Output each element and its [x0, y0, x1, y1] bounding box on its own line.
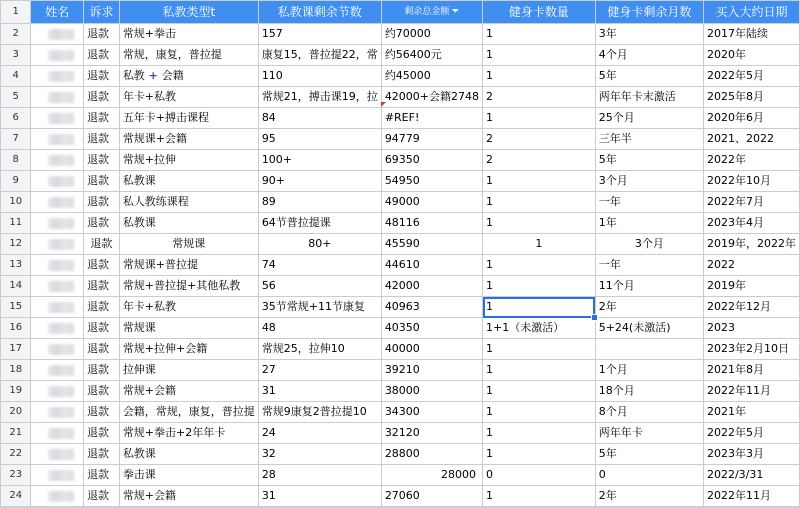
row-number[interactable]: 20 — [1, 402, 31, 423]
amount-cell[interactable]: 94779 — [381, 129, 482, 150]
cards-cell[interactable]: 1 — [483, 444, 596, 465]
request-cell[interactable]: 退款 — [83, 465, 119, 486]
row-number[interactable]: 5 — [1, 87, 31, 108]
name-cell[interactable] — [31, 402, 84, 423]
redacted-name — [48, 155, 74, 166]
table-row — [1, 423, 800, 444]
name-cell[interactable] — [31, 297, 84, 318]
cards-cell[interactable]: 1 — [483, 381, 596, 402]
redacted-name — [48, 323, 74, 334]
request-cell[interactable]: 退款 — [83, 486, 119, 507]
type-cell[interactable]: 常规课+普拉提 — [119, 255, 258, 276]
date-cell[interactable]: 2022年 — [703, 150, 799, 171]
name-cell[interactable] — [31, 213, 84, 234]
type-cell[interactable]: 常规+会籍 — [119, 381, 258, 402]
type-cell[interactable]: 拳击课 — [119, 465, 258, 486]
redacted-name — [48, 50, 74, 61]
redacted-name — [48, 407, 74, 418]
months-cell[interactable]: 4个月 — [595, 45, 703, 66]
date-cell[interactable]: 2023年4月 — [703, 213, 799, 234]
name-cell[interactable] — [31, 276, 84, 297]
redacted-name — [48, 29, 74, 40]
date-cell[interactable]: 2019年，2022年 — [703, 234, 799, 255]
filter-icon[interactable]: ⏷ — [451, 6, 460, 17]
redacted-name — [48, 428, 74, 439]
request-cell[interactable]: 退款 — [83, 276, 119, 297]
plus-icon: + — [144, 69, 162, 82]
table-row — [1, 192, 800, 213]
table-row — [1, 24, 800, 45]
name-cell[interactable] — [31, 423, 84, 444]
request-cell[interactable]: 退款 — [83, 108, 119, 129]
table-row — [1, 276, 800, 297]
name-cell[interactable] — [31, 87, 84, 108]
date-cell[interactable]: 2022年10月 — [703, 171, 799, 192]
type-cell[interactable]: 私教课 — [119, 171, 258, 192]
amount-cell[interactable]: 45590 — [381, 234, 482, 255]
name-cell[interactable] — [31, 192, 84, 213]
months-cell[interactable]: 三年半 — [595, 129, 703, 150]
date-cell[interactable]: 2019年 — [703, 276, 799, 297]
row-number[interactable]: 18 — [1, 360, 31, 381]
cards-cell[interactable]: 1 — [483, 276, 596, 297]
cards-cell[interactable]: 1 — [483, 171, 596, 192]
cards-cell[interactable]: 1 — [483, 213, 596, 234]
table-row — [1, 66, 800, 87]
redacted-name — [48, 197, 74, 208]
sessions-cell[interactable]: 31 — [258, 381, 381, 402]
sessions-cell[interactable]: 常规21，搏击课19，拉 — [258, 87, 381, 108]
amount-cell[interactable]: 32120 — [381, 423, 482, 444]
redacted-name — [48, 281, 74, 292]
table-row — [1, 360, 800, 381]
header-request[interactable]: 诉求 — [83, 1, 119, 24]
name-cell[interactable] — [31, 381, 84, 402]
row-number[interactable]: 14 — [1, 276, 31, 297]
row-number[interactable]: 1 — [1, 1, 31, 24]
table-row — [1, 297, 800, 318]
date-cell[interactable]: 2023年2月10日 — [703, 339, 799, 360]
cards-cell[interactable]: 1 — [483, 402, 596, 423]
request-cell[interactable]: 退款 — [83, 423, 119, 444]
request-cell[interactable]: 退款 — [83, 150, 119, 171]
table-row — [1, 234, 800, 255]
cards-cell[interactable]: 1 — [483, 486, 596, 507]
amount-cell[interactable]: #REF! — [381, 108, 482, 129]
sessions-cell[interactable]: 28 — [258, 465, 381, 486]
months-cell[interactable]: 5年 — [595, 66, 703, 87]
type-text: 私教 — [122, 69, 145, 82]
type-cell[interactable]: 常规+拳击+2年年卡 — [119, 423, 258, 444]
cards-cell[interactable]: 1 — [483, 255, 596, 276]
name-cell[interactable] — [31, 24, 84, 45]
row-number[interactable]: 7 — [1, 129, 31, 150]
row-number[interactable]: 17 — [1, 339, 31, 360]
date-cell[interactable]: 2021年8月 — [703, 360, 799, 381]
table-row — [1, 150, 800, 171]
name-cell[interactable] — [31, 360, 84, 381]
type-cell[interactable] — [119, 66, 258, 87]
table-row — [1, 129, 800, 150]
sessions-cell[interactable]: 80+ — [258, 234, 381, 255]
table-row — [1, 108, 800, 129]
row-number[interactable]: 6 — [1, 108, 31, 129]
name-cell[interactable] — [31, 66, 84, 87]
months-cell[interactable]: 1年 — [595, 213, 703, 234]
date-cell[interactable]: 2020年 — [703, 45, 799, 66]
request-cell[interactable]: 退款 — [83, 66, 119, 87]
name-cell[interactable] — [31, 150, 84, 171]
months-cell[interactable]: 2年 — [595, 297, 703, 318]
type-cell[interactable]: 五年卡+搏击课程 — [119, 108, 258, 129]
months-cell[interactable]: 1个月 — [595, 360, 703, 381]
cards-cell[interactable]: 2 — [483, 87, 596, 108]
months-cell[interactable] — [595, 339, 703, 360]
header-amount[interactable] — [381, 1, 482, 24]
date-cell[interactable]: 2022年12月 — [703, 297, 799, 318]
months-cell[interactable]: 3个月 — [595, 234, 703, 255]
sessions-cell[interactable]: 100+ — [258, 150, 381, 171]
months-cell[interactable]: 一年 — [595, 192, 703, 213]
date-cell[interactable]: 2022年7月 — [703, 192, 799, 213]
table-row — [1, 381, 800, 402]
row-number[interactable]: 15 — [1, 297, 31, 318]
request-cell[interactable]: 退款 — [83, 297, 119, 318]
amount-cell[interactable]: 34300 — [381, 402, 482, 423]
selection-fill-handle[interactable] — [591, 314, 598, 321]
table-row — [1, 444, 800, 465]
amount-cell[interactable]: 38000 — [381, 381, 482, 402]
sessions-cell[interactable]: 48 — [258, 318, 381, 339]
sessions-cell[interactable]: 56 — [258, 276, 381, 297]
sessions-cell[interactable]: 89 — [258, 192, 381, 213]
months-cell[interactable]: 18个月 — [595, 381, 703, 402]
header-cards[interactable]: 健身卡数量 — [483, 1, 596, 24]
row-number[interactable]: 22 — [1, 444, 31, 465]
request-cell[interactable]: 退款 — [83, 339, 119, 360]
request-cell[interactable]: 退款 — [83, 234, 119, 255]
amount-cell[interactable]: 49000 — [381, 192, 482, 213]
type-cell[interactable]: 常规课 — [119, 318, 258, 339]
cards-cell[interactable]: 1 — [483, 45, 596, 66]
cards-cell[interactable]: 0 — [483, 465, 596, 486]
amount-cell[interactable]: 54950 — [381, 171, 482, 192]
cards-cell[interactable]: 1+1（未激活） — [483, 318, 596, 339]
header-sessions[interactable]: 私教课剩余节数 — [258, 1, 381, 24]
name-cell[interactable] — [31, 45, 84, 66]
cards-cell[interactable]: 1 — [483, 423, 596, 444]
row-number[interactable]: 3 — [1, 45, 31, 66]
request-cell[interactable]: 退款 — [83, 171, 119, 192]
date-cell[interactable]: 2023年3月 — [703, 444, 799, 465]
type-suffix: 会籍 — [161, 69, 184, 82]
sessions-cell[interactable]: 32 — [258, 444, 381, 465]
date-cell[interactable]: 2022年11月 — [703, 381, 799, 402]
name-cell[interactable] — [31, 129, 84, 150]
amount-cell[interactable]: 40963 — [381, 297, 482, 318]
sessions-cell[interactable]: 27 — [258, 360, 381, 381]
row-number[interactable]: 10 — [1, 192, 31, 213]
sessions-cell[interactable]: 95 — [258, 129, 381, 150]
type-cell[interactable]: 常规+拉伸 — [119, 150, 258, 171]
row-number[interactable]: 21 — [1, 423, 31, 444]
request-cell[interactable]: 退款 — [83, 45, 119, 66]
type-cell[interactable]: 常规+普拉提+其他私教 — [119, 276, 258, 297]
months-cell[interactable]: 5+24(未激活) — [595, 318, 703, 339]
cards-cell[interactable]: 1 — [483, 234, 596, 255]
row-number[interactable]: 8 — [1, 150, 31, 171]
redacted-name — [48, 92, 74, 103]
sessions-cell[interactable]: 常规25，拉伸10 — [258, 339, 381, 360]
redacted-name — [48, 365, 74, 376]
type-cell[interactable]: 私教课 — [119, 444, 258, 465]
months-cell[interactable]: 8个月 — [595, 402, 703, 423]
table-row — [1, 402, 800, 423]
amount-cell[interactable]: 48116 — [381, 213, 482, 234]
redacted-name — [48, 449, 74, 460]
cards-cell[interactable]: 1 — [483, 24, 596, 45]
table-row — [1, 318, 800, 339]
cards-cell[interactable]: 1 — [483, 360, 596, 381]
type-cell[interactable]: 常规课 — [119, 234, 258, 255]
sessions-cell[interactable]: 74 — [258, 255, 381, 276]
type-cell[interactable]: 年卡+私教 — [119, 87, 258, 108]
amount-cell[interactable]: 约56400元 — [381, 45, 482, 66]
request-cell[interactable]: 退款 — [83, 87, 119, 108]
date-cell[interactable]: 2023 — [703, 318, 799, 339]
header-months[interactable]: 健身卡剩余月数 — [595, 1, 703, 24]
type-cell[interactable]: 常规，康复，普拉提 — [119, 45, 258, 66]
request-cell[interactable]: 退款 — [83, 24, 119, 45]
type-cell[interactable]: 私教课 — [119, 213, 258, 234]
table-row — [1, 255, 800, 276]
table-row — [1, 87, 800, 108]
months-cell[interactable]: 3个月 — [595, 171, 703, 192]
type-cell[interactable]: 常规课+会籍 — [119, 129, 258, 150]
amount-cell[interactable]: 39210 — [381, 360, 482, 381]
sessions-cell[interactable]: 常规9康复2普拉提10 — [258, 402, 381, 423]
type-cell[interactable]: 常规+会籍 — [119, 486, 258, 507]
name-cell[interactable] — [31, 339, 84, 360]
request-cell[interactable]: 退款 — [83, 192, 119, 213]
sessions-cell[interactable]: 64节普拉提课 — [258, 213, 381, 234]
redacted-name — [48, 386, 74, 397]
row-number[interactable]: 2 — [1, 24, 31, 45]
amount-cell[interactable]: 44610 — [381, 255, 482, 276]
row-number[interactable]: 23 — [1, 465, 31, 486]
sessions-cell[interactable]: 24 — [258, 423, 381, 444]
amount-cell[interactable]: 40000 — [381, 339, 482, 360]
sessions-cell[interactable]: 110 — [258, 66, 381, 87]
amount-cell[interactable]: 27060 — [381, 486, 482, 507]
request-cell[interactable]: 退款 — [83, 255, 119, 276]
date-cell[interactable]: 2020年6月 — [703, 108, 799, 129]
request-cell[interactable]: 退款 — [83, 381, 119, 402]
amount-cell[interactable]: 约45000 — [381, 66, 482, 87]
header-type[interactable]: 私教类型t — [119, 1, 258, 24]
sessions-cell[interactable]: 康复15，普拉提22，常 — [258, 45, 381, 66]
amount-cell[interactable]: 69350 — [381, 150, 482, 171]
sessions-cell[interactable]: 90+ — [258, 171, 381, 192]
redacted-name — [48, 113, 74, 124]
type-cell[interactable]: 常规+拳击 — [119, 24, 258, 45]
redacted-name — [48, 491, 74, 502]
name-cell[interactable] — [31, 318, 84, 339]
redacted-name — [48, 470, 74, 481]
redacted-name — [48, 239, 74, 250]
redacted-name — [48, 302, 74, 313]
date-cell[interactable]: 2022 — [703, 255, 799, 276]
date-cell[interactable]: 2022年5月 — [703, 423, 799, 444]
months-cell[interactable]: 两年年卡 — [595, 423, 703, 444]
months-cell[interactable]: 两年年卡末激活 — [595, 87, 703, 108]
months-cell[interactable]: 25个月 — [595, 108, 703, 129]
row-number[interactable]: 11 — [1, 213, 31, 234]
table-row — [1, 171, 800, 192]
date-cell[interactable]: 2022/3/31 — [703, 465, 799, 486]
row-number[interactable]: 9 — [1, 171, 31, 192]
name-cell[interactable] — [31, 486, 84, 507]
table-row — [1, 339, 800, 360]
cards-cell[interactable]: 1 — [483, 66, 596, 87]
type-cell[interactable]: 会籍，常规，康复，普拉提 — [119, 402, 258, 423]
name-cell[interactable] — [31, 255, 84, 276]
type-cell[interactable]: 常规+拉伸+会籍 — [119, 339, 258, 360]
type-cell[interactable]: 私人教练课程 — [119, 192, 258, 213]
months-cell[interactable]: 一年 — [595, 255, 703, 276]
redacted-name — [48, 260, 74, 271]
sessions-cell[interactable]: 157 — [258, 24, 381, 45]
date-cell[interactable]: 2025年8月 — [703, 87, 799, 108]
redacted-name — [48, 71, 74, 82]
amount-cell[interactable]: 28800 — [381, 444, 482, 465]
amount-cell[interactable]: 42000 — [381, 276, 482, 297]
date-cell[interactable]: 2022年11月 — [703, 486, 799, 507]
months-cell[interactable]: 2年 — [595, 486, 703, 507]
months-cell[interactable]: 11个月 — [595, 276, 703, 297]
row-number[interactable]: 19 — [1, 381, 31, 402]
date-cell[interactable]: 2022年5月 — [703, 66, 799, 87]
table-row — [1, 465, 800, 486]
request-cell[interactable]: 退款 — [83, 213, 119, 234]
header-name[interactable]: 姓名 — [31, 1, 84, 24]
request-cell[interactable]: 退款 — [83, 444, 119, 465]
row-number[interactable]: 16 — [1, 318, 31, 339]
table-row — [1, 213, 800, 234]
amount-cell[interactable]: 约70000 — [381, 24, 482, 45]
date-cell[interactable]: 2021年 — [703, 402, 799, 423]
redacted-name — [48, 134, 74, 145]
table-row — [1, 486, 800, 507]
name-cell[interactable] — [31, 171, 84, 192]
header-row — [1, 1, 800, 24]
redacted-name — [48, 218, 74, 229]
row-number[interactable]: 24 — [1, 486, 31, 507]
cards-cell[interactable]: 1 — [483, 108, 596, 129]
date-cell[interactable]: 2017年陆续 — [703, 24, 799, 45]
request-cell[interactable]: 退款 — [83, 129, 119, 150]
sessions-cell[interactable]: 31 — [258, 486, 381, 507]
request-cell[interactable]: 退款 — [83, 360, 119, 381]
amount-cell[interactable]: 28000 — [381, 465, 482, 486]
months-cell[interactable]: 3年 — [595, 24, 703, 45]
cards-cell[interactable]: 2 — [483, 150, 596, 171]
cards-cell[interactable]: 1 — [483, 339, 596, 360]
table-row — [1, 45, 800, 66]
header-date[interactable]: 买入大约日期 — [703, 1, 799, 24]
request-cell[interactable]: 退款 — [83, 402, 119, 423]
cards-cell[interactable]: 2 — [483, 129, 596, 150]
months-cell[interactable]: 5年 — [595, 150, 703, 171]
type-cell[interactable]: 拉伸课 — [119, 360, 258, 381]
redacted-name — [48, 344, 74, 355]
error-indicator — [381, 102, 386, 107]
sessions-cell[interactable]: 84 — [258, 108, 381, 129]
months-cell[interactable]: 5年 — [595, 444, 703, 465]
name-cell[interactable] — [31, 108, 84, 129]
months-cell[interactable]: 0 — [595, 465, 703, 486]
cards-cell[interactable]: 1 — [483, 297, 596, 318]
row-number[interactable]: 13 — [1, 255, 31, 276]
amount-cell[interactable]: 42000+会籍2748 — [381, 87, 482, 108]
redacted-name — [48, 176, 74, 187]
name-cell[interactable] — [31, 465, 84, 486]
row-number[interactable]: 4 — [1, 66, 31, 87]
type-cell[interactable]: 年卡+私教 — [119, 297, 258, 318]
name-cell[interactable] — [31, 234, 84, 255]
row-number[interactable]: 12 — [1, 234, 31, 255]
amount-cell[interactable]: 40350 — [381, 318, 482, 339]
cards-cell[interactable]: 1 — [483, 192, 596, 213]
request-cell[interactable]: 退款 — [83, 318, 119, 339]
name-cell[interactable] — [31, 444, 84, 465]
date-cell[interactable]: 2021、2022 — [703, 129, 799, 150]
sessions-cell[interactable]: 35节常规+11节康复 — [258, 297, 381, 318]
header-amount-label: 剩余总金额 — [404, 7, 450, 17]
